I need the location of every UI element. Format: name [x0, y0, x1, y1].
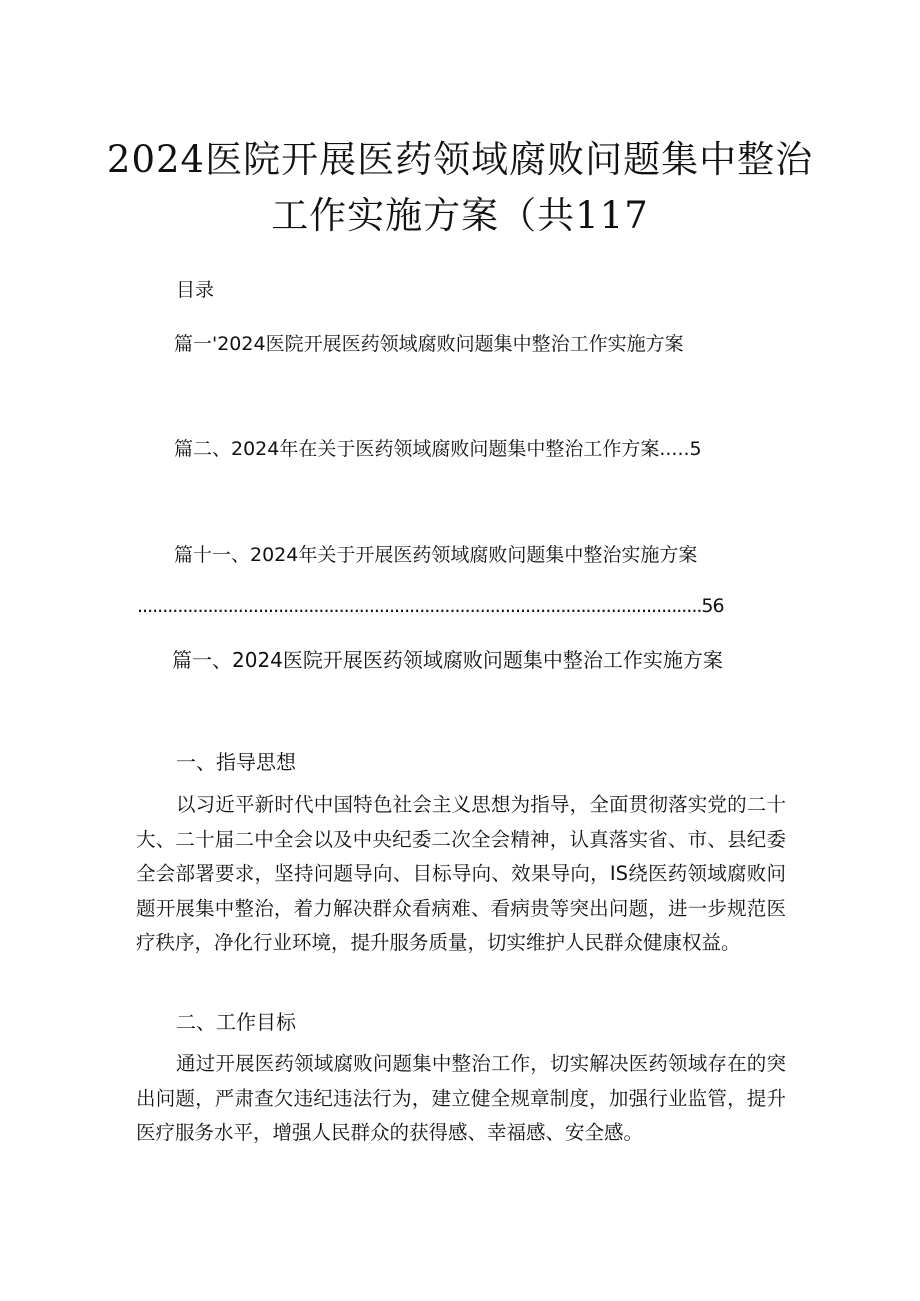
- toc-entry-3: 篇十一、2024年关于开展医药领域腐败问题集中整治实施方案: [174, 544, 698, 566]
- toc-label: 目录: [176, 279, 215, 301]
- section-title: 篇一、2024医院开展医药领域腐败问题集中整治工作实施方案: [172, 648, 723, 672]
- section-heading-2: 二、工作目标: [176, 1010, 296, 1034]
- section-paragraph-1: 以习近平新时代中国特色社会主义思想为指导，全面贯彻落实党的二十大、二十届二中全会以及中央纪委二次全会精神，认真落实省、市、县纪委全会部署要求，坚持问题导向、目标导向、效果导向，IS绕医药领域腐败问题开展集中整治，着力解决群众看病难、看病贵等突出问题，进一步规范医疗秩序，净化行业环境，提升服务质量，切实维护人民群众健康权益。: [136, 793, 786, 954]
- toc-entry-2: 篇二、2024年在关于医药领域腐败问题集中整治工作方案.....5: [174, 438, 702, 460]
- toc-entry-1: 篇一'2024医院开展医药领域腐败问题集中整治工作实施方案: [174, 333, 684, 355]
- document-title-line-1: 2024医院开展医药领域腐败问题集中整治: [106, 138, 814, 181]
- section-heading-1: 一、指导思想: [176, 750, 296, 774]
- document-title-line-2: 工作实施方案（共117: [271, 194, 649, 237]
- section-paragraph-2: 通过开展医药领域腐败问题集中整治工作，切实解决医药领域存在的突出问题，严肃查欠违纪违法行为，建立健全规章制度，加强行业监管，提升医疗服务水平，增强人民群众的获得感、幸福感、安全感。: [136, 1052, 786, 1144]
- toc-entry-3-leader: ................................................................................................................56: [137, 595, 724, 617]
